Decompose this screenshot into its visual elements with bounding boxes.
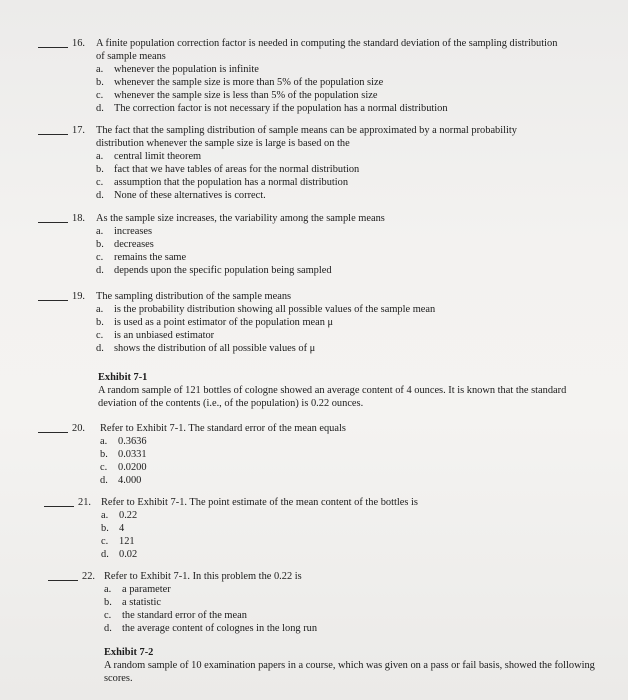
options-list bbox=[104, 583, 574, 635]
option-d: d. depends upon the specific population being sampled bbox=[96, 265, 332, 276]
question-number: 20. bbox=[72, 423, 85, 434]
option-b: b. a statistic bbox=[104, 597, 161, 608]
option-c: c. remains the same bbox=[96, 252, 187, 263]
question-number: 21. bbox=[78, 497, 91, 508]
options-list bbox=[96, 63, 566, 115]
question-number: 19. bbox=[72, 291, 85, 302]
options-list bbox=[96, 150, 566, 202]
exhibit-7-1 bbox=[98, 371, 598, 410]
exhibit-title: Exhibit 7-2 bbox=[104, 647, 154, 658]
exhibit-title: Exhibit 7-1 bbox=[98, 372, 148, 383]
question-number: 22. bbox=[82, 571, 95, 582]
option-c: c. whenever the sample size is less than 5% of the population size bbox=[96, 90, 378, 101]
question-number: 18. bbox=[72, 213, 85, 224]
question-number: 17. bbox=[72, 125, 85, 136]
question-number: 16. bbox=[72, 38, 85, 49]
question-stem: The sampling distribution of the sample means bbox=[96, 291, 292, 302]
answer-blank[interactable] bbox=[38, 222, 68, 223]
question-stem: The fact that the sampling distribution of sample means can be approximated by a normal probability distribution whenever the sample size is large is based on the bbox=[96, 125, 517, 149]
option-d: d. the average content of colognes in the long run bbox=[104, 623, 318, 634]
exhibit-7-2 bbox=[104, 646, 604, 685]
option-d: d. None of these alternatives is correct. bbox=[96, 190, 266, 201]
option-d: d. shows the distribution of all possible values of μ bbox=[96, 343, 316, 354]
answer-blank[interactable] bbox=[38, 47, 68, 48]
options-list bbox=[101, 509, 571, 561]
option-a: a. 0.22 bbox=[101, 510, 138, 521]
option-b: b. is used as a point estimator of the population mean μ bbox=[96, 317, 334, 328]
question-stem: A finite population correction factor is needed in computing the standard deviation of the sampling distribution of sample means bbox=[96, 38, 558, 62]
option-c: c. the standard error of the mean bbox=[104, 610, 247, 621]
option-a: a. whenever the population is infinite bbox=[96, 64, 259, 75]
option-b: b. fact that we have tables of areas for the normal distribution bbox=[96, 164, 360, 175]
exhibit-body: A random sample of 121 bottles of cologne showed an average content of 4 ounces. It is known that the standard deviation of the contents (i.e., of the population) is 0.22 ounces. bbox=[98, 385, 567, 409]
option-d: d. 0.02 bbox=[101, 549, 138, 560]
option-c: c. 121 bbox=[101, 536, 135, 547]
question-stem: Refer to Exhibit 7-1. The standard error of the mean equals bbox=[100, 423, 346, 434]
answer-blank[interactable] bbox=[38, 432, 68, 433]
option-c: c. 0.0200 bbox=[100, 462, 147, 473]
option-a: a. a parameter bbox=[104, 584, 171, 595]
option-c: c. is an unbiased estimator bbox=[96, 330, 215, 341]
option-a: a. central limit theorem bbox=[96, 151, 202, 162]
option-d: d. The correction factor is not necessary if the population has a normal distribution bbox=[96, 103, 448, 114]
options-list bbox=[96, 303, 566, 355]
options-list bbox=[96, 225, 566, 277]
question-stem: Refer to Exhibit 7-1. The point estimate of the mean content of the bottles is bbox=[101, 497, 418, 508]
question-stem: As the sample size increases, the variability among the sample means bbox=[96, 213, 385, 224]
option-b: b. 4 bbox=[101, 523, 125, 534]
option-b: b. 0.0331 bbox=[100, 449, 147, 460]
option-a: a. 0.3636 bbox=[100, 436, 147, 447]
exhibit-body: A random sample of 10 examination papers in a course, which was given on a pass or fail basis, showed the following scores. bbox=[104, 660, 595, 684]
answer-blank[interactable] bbox=[48, 580, 78, 581]
option-b: b. whenever the sample size is more than 5% of the population size bbox=[96, 77, 384, 88]
option-a: a. is the probability distribution showing all possible values of the sample mean bbox=[96, 304, 436, 315]
question-stem: Refer to Exhibit 7-1. In this problem the 0.22 is bbox=[104, 571, 302, 582]
option-a: a. increases bbox=[96, 226, 153, 237]
answer-blank[interactable] bbox=[38, 300, 68, 301]
option-c: c. assumption that the population has a normal distribution bbox=[96, 177, 349, 188]
options-list bbox=[100, 435, 570, 487]
option-b: b. decreases bbox=[96, 239, 154, 250]
answer-blank[interactable] bbox=[38, 134, 68, 135]
answer-blank[interactable] bbox=[44, 506, 74, 507]
option-d: d. 4.000 bbox=[100, 475, 142, 486]
